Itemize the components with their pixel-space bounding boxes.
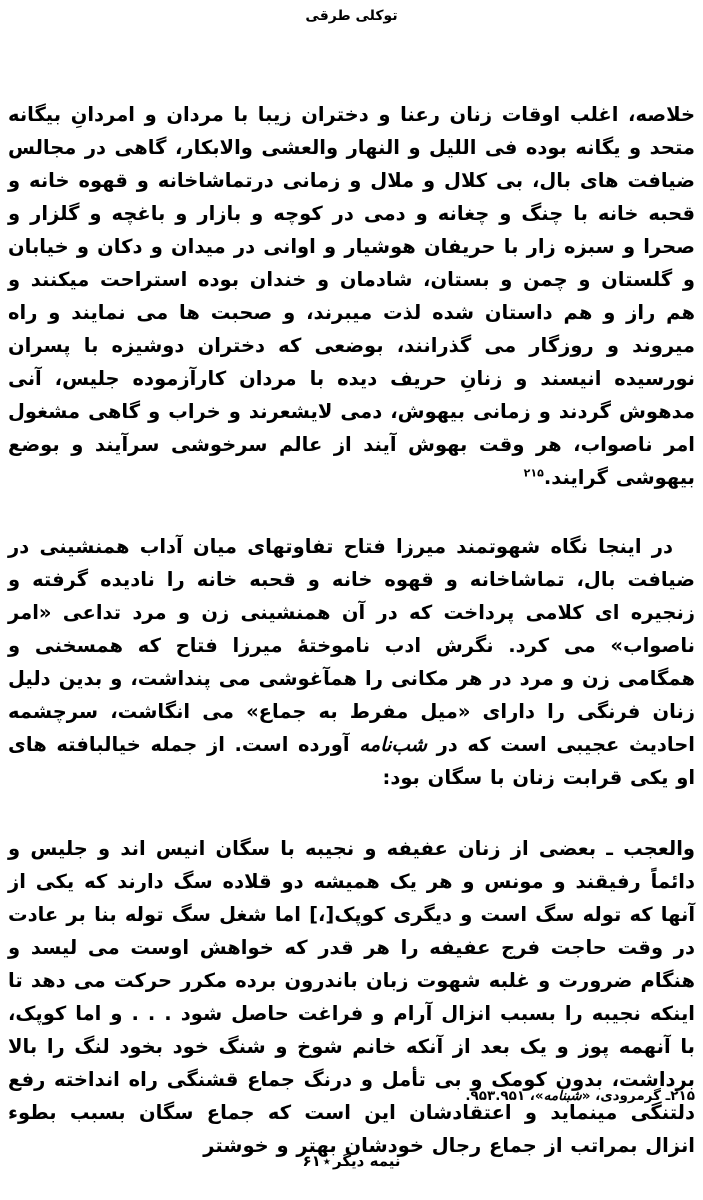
block-quote: والعجب ـ بعضی از زنان عفیفه و نجیبه با سگان انیس اند و جلیس و دائماً رفیقند و مونس و هر یک همیشه دو قلاده سگ دارند که یکی از آنها که توله سگ است و دیگری کوپک[،] اما شغل سگ توله بنا بر عادت در وقت حاجت فرج عفیفه را هر قدر که خواهش اوست می لیسد و هنگام ضرورت و غلبه شهوت زبان باندرون برده مکرر حرکت می دهد تا اینکه نجیبه را بسبب انزال آرام و فراغت حاصل شود . . . و اما کوپک، با آنهمه پوز و یک بعد از آنکه خانم شوخ و شنگ خود بخود لنگ را بالا برداشت، بدون کومک و بی تأمل و درنگ جماع قشنگی راه انداخته رفع دلتنگی مینماید و اعتقادشان این است که جماع سگان بسبب بطوء انزال بمراتب از جماع رجال خودشان بهتر و خوشتر bbox=[8, 837, 695, 1157]
running-header: توکلی طرقی bbox=[305, 8, 398, 24]
footnote bbox=[8, 1086, 695, 1106]
footnote-book-title: شبنامه bbox=[543, 1088, 582, 1104]
page-footer bbox=[0, 1152, 703, 1170]
footnote-number: ۲۱۵ـ bbox=[660, 1088, 695, 1104]
paragraph-2 bbox=[8, 530, 695, 794]
page-body bbox=[8, 98, 695, 1162]
footer-star: ٭ bbox=[322, 1152, 331, 1170]
paragraph-1-text: خلاصه، اغلب اوقات زنان رعنا و دختران زیبا با مردان و امردانِ بیگانه متحد و یگانه بوده فی اللیل و النهار والعشی والابکار، گاهی در مجالس ضیافت های بال، بی کلال و ملال و زمانی درتماشاخانه و قهوه خانه و قحبه خانه با چنگ و چغانه و دمی در کوچه و بازار و باغچه و گلزار و صحرا و سبزه زار با حریفان هوشیار و اوانی در میدان و دکان و خیابان و گلستان و چمن و بستان، شادمان و خندان بوده استراحت میکنند و هم راز و هم داستان شده لذت میبرند، و صحبت ها می نمایند و راه میروند و روزگار می گذرانند، بوضعی که دختران دوشیزه با پسران نورسیده انیسند و زنانِ حریف دیده با مردان کارآزموده جلیس، آنی مدهوش گردند و زمانی بیهوش، دمی لایشعرند و خراب و گاهی مشغول امر ناصواب، هر وقت بهوش آیند از عالم سرخوشی سرآیند و بوضع بیهوشی گرایند. bbox=[8, 103, 695, 489]
page-number: ۶۱ bbox=[302, 1152, 321, 1170]
footnote-pages: »، ۹۵۳.۹۵۱. bbox=[465, 1088, 544, 1104]
journal-title: نیمه دیگر bbox=[332, 1152, 401, 1170]
footnote-reference: ۲۱۵ bbox=[523, 466, 544, 480]
paragraph-2-text-before-title: در اینجا نگاه شهوتمند میرزا فتاح تفاوتهای میان آداب همنشینی در ضیافت بال، تماشاخانه و قهوه خانه و قحبه خانه را نادیده گرفته و زنجیره ای کلامی پرداخت که در آن همنشینی زن و مرد تداعی «امر ناصواب» می کرد. نگرش ادب ناموختهٔ میرزا فتاح که همسخنی و همگامی زن و مرد در هر مکانی را همآغوشی می پنداشت، و بدین دلیل زنان فرنگی را دارای «میل مفرط به جماع» می انگاشت، سرچشمه احادیث عجیبی است که در bbox=[8, 535, 695, 756]
paragraph-1 bbox=[8, 98, 695, 494]
footnote-author: گرمرودی، « bbox=[581, 1088, 661, 1104]
paragraph-2-text-after-title: آورده است. از جمله خیالبافته های او یکی قرابت زنان با سگان بود: bbox=[8, 733, 695, 789]
book-title: شب‌نامه bbox=[359, 733, 427, 756]
